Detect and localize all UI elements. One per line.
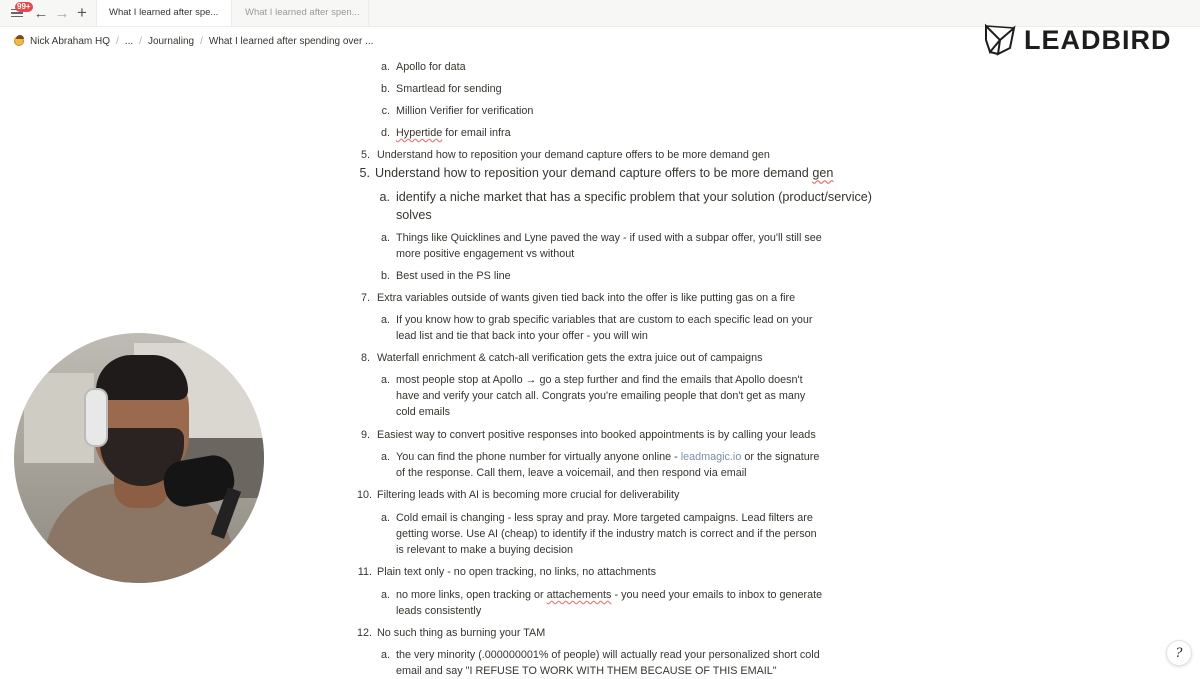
forward-arrow-icon[interactable]: → bbox=[54, 4, 70, 22]
list-marker: a. bbox=[380, 314, 390, 326]
list-marker: 5. bbox=[359, 166, 370, 180]
help-button[interactable] bbox=[1166, 640, 1192, 666]
help-icon: ? bbox=[1175, 645, 1183, 661]
list-text[interactable]: getting worse. Use AI (cheap) to identify if the industry match is correct and if the person bbox=[396, 528, 817, 540]
list-text[interactable]: No such thing as burning your TAM bbox=[377, 627, 546, 639]
notification-badge: 99+ bbox=[17, 2, 31, 11]
list-marker: 10. bbox=[356, 489, 372, 501]
list-marker: 11. bbox=[357, 566, 372, 578]
breadcrumb-parent[interactable]: Journaling bbox=[147, 35, 195, 47]
presenter-hair bbox=[96, 355, 188, 400]
breadcrumb-workspace[interactable]: Nick Abraham HQ bbox=[30, 35, 111, 47]
list-marker: 12. bbox=[356, 627, 372, 639]
list-marker: a. bbox=[380, 451, 390, 463]
list-text-tail: or the signature bbox=[741, 451, 820, 463]
list-text[interactable]: of the response. Call them, leave a voicemail, and then respond via email bbox=[396, 467, 747, 479]
list-marker: a. bbox=[380, 374, 390, 386]
breadcrumb-separator: / bbox=[200, 35, 203, 47]
leadmagic-link[interactable]: leadmagic.io bbox=[680, 451, 742, 463]
list-marker: a. bbox=[380, 589, 390, 601]
breadcrumb-ellipsis[interactable]: ... bbox=[124, 35, 134, 47]
list-text[interactable]: Smartlead for sending bbox=[396, 83, 502, 95]
list-marker: 7. bbox=[360, 292, 370, 304]
list-text-head: You can find the phone number for virtually anyone online - bbox=[396, 451, 681, 463]
list-marker: a. bbox=[379, 190, 390, 204]
list-text[interactable]: Easiest way to convert positive responses into booked appointments is by calling your leads bbox=[377, 429, 816, 441]
list-text-head: no more links, open tracking or bbox=[396, 589, 547, 601]
list-text[interactable]: If you know how to grab specific variables that are custom to each specific lead on your bbox=[396, 314, 813, 326]
list-text[interactable]: Filtering leads with AI is becoming more crucial for deliverability bbox=[377, 489, 680, 501]
list-text[interactable] bbox=[396, 125, 511, 141]
list-text-head: Understand how to reposition your demand capture offers to be more demand bbox=[375, 166, 813, 180]
breadcrumb-current[interactable]: What I learned after spending over ... bbox=[208, 35, 374, 47]
list-marker: a. bbox=[380, 61, 390, 73]
list-text[interactable]: is relevant to make a buying decision bbox=[396, 544, 574, 556]
list-text[interactable]: Extra variables outside of wants given tied back into the offer is like putting gas on a fire bbox=[377, 292, 796, 304]
misspelled-word: attachements bbox=[546, 589, 612, 601]
list-text[interactable]: cold emails bbox=[396, 406, 451, 418]
misspelled-word: gen bbox=[812, 166, 834, 180]
list-text[interactable]: Best used in the PS line bbox=[396, 270, 511, 282]
webcam-overlay bbox=[14, 333, 264, 583]
logo-wordmark: LEADBIRD bbox=[1024, 24, 1172, 55]
list-marker: a. bbox=[380, 512, 390, 524]
list-text[interactable]: Understand how to reposition your demand capture offers to be more demand gen bbox=[377, 149, 770, 161]
list-marker: 8. bbox=[360, 352, 370, 364]
list-text[interactable] bbox=[396, 449, 819, 465]
list-text[interactable]: leads consistently bbox=[396, 605, 482, 617]
list-marker: d. bbox=[380, 127, 390, 139]
list-text[interactable]: more positive engagement vs without bbox=[396, 248, 575, 260]
list-marker: a. bbox=[380, 649, 390, 661]
list-text[interactable] bbox=[375, 164, 833, 182]
list-text[interactable]: lead list and tie that back into your offer - you will win bbox=[396, 330, 648, 342]
list-text[interactable]: Plain text only - no open tracking, no links, no attachments bbox=[377, 566, 657, 578]
list-marker: a. bbox=[380, 232, 390, 244]
list-text[interactable]: the very minority (.000000001% of people) will actually read your personalized short cold bbox=[396, 649, 820, 661]
list-text[interactable]: Apollo for data bbox=[396, 61, 466, 73]
list-marker: b. bbox=[380, 270, 390, 282]
list-text[interactable]: most people stop at Apollo → go a step further and find the emails that Apollo doesn't bbox=[396, 374, 803, 386]
list-text-tail: - you need your emails to inbox to generate bbox=[611, 589, 823, 601]
list-text[interactable]: Things like Quicklines and Lyne paved the way - if used with a subpar offer, you'll still see bbox=[396, 232, 822, 244]
list-marker: 9. bbox=[360, 429, 370, 441]
tab-inactive[interactable]: What I learned after spen... bbox=[233, 0, 369, 26]
list-text[interactable]: have and verify your catch all. Congrats you're emailing people that don't get as many bbox=[396, 390, 806, 402]
back-arrow-icon[interactable]: ← bbox=[33, 4, 49, 22]
new-tab-icon[interactable]: + bbox=[77, 3, 87, 22]
headphones-icon bbox=[84, 388, 108, 447]
list-text[interactable]: Waterfall enrichment & catch-all verification gets the extra juice out of campaigns bbox=[377, 352, 763, 364]
list-text[interactable]: identify a niche market that has a specific problem that your solution (product/service) bbox=[396, 190, 872, 204]
breadcrumb-separator: / bbox=[139, 35, 142, 47]
list-text[interactable]: Million Verifier for verification bbox=[396, 105, 534, 117]
list-marker: b. bbox=[380, 83, 390, 95]
list-text[interactable] bbox=[396, 587, 822, 603]
list-text[interactable]: solves bbox=[396, 208, 432, 222]
breadcrumb-separator: / bbox=[116, 35, 119, 47]
list-marker: 5. bbox=[360, 149, 370, 161]
list-text[interactable]: Cold email is changing - less spray and pray. More targeted campaigns. Lead filters are bbox=[396, 512, 813, 524]
list-marker: c. bbox=[381, 105, 390, 117]
tab-active[interactable]: What I learned after spe... bbox=[96, 0, 232, 26]
list-text[interactable]: email and say "I REFUSE TO WORK WITH THEM BECAUSE OF THIS EMAIL" bbox=[396, 665, 777, 677]
list-text-tail: for email infra bbox=[442, 127, 511, 139]
misspelled-word: Hypertide bbox=[396, 127, 443, 139]
